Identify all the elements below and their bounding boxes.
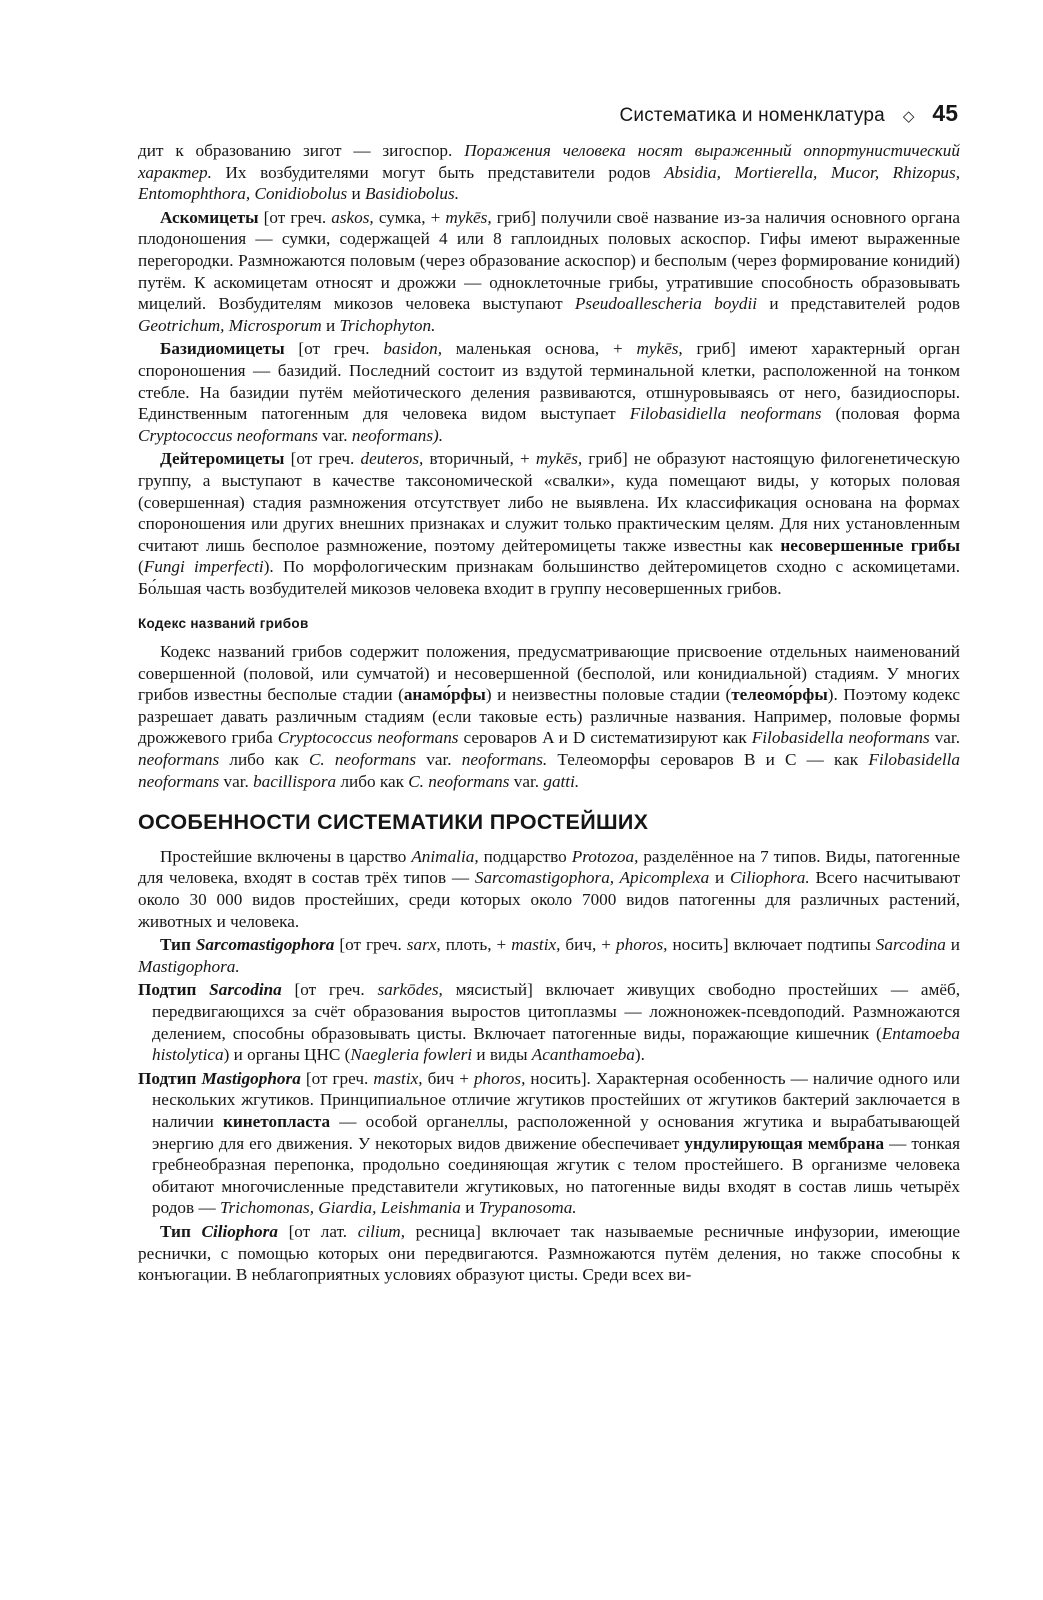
running-head-title: Систематика и номенклатура [619,105,885,126]
page-number: 45 [932,100,958,126]
taxon-sarcodina: Sarcodina [209,980,282,1000]
paragraph-sarcomastigophora: Тип Sarcomastigophora [от греч. sarx, плоть, + mastix, бич, + phoros, носить] включает подтипы Sarcodina и Mastigophora. [138,935,961,976]
subheading-fungal-code: Кодекс названий грибов [138,616,309,632]
paragraph-protozoa-intro: Простейшие включены в царство Animalia, подцарство Protozoa, разделённое на 7 типов. Виды, патогенные для человека, входят в состав трёх типов — Sarcomastigophora, Apicomplexa и Ciliophora. Всего насчитывают около 30 000 видов простейших, среди которых около 7000 видов патогенны для различных растений, животных и человека. [138,846,960,931]
page-body [138,140,960,1286]
paragraph-deuteromycetes: Дейтеромицеты [от греч. deuteros, вторичный, + mykēs, гриб] не образуют настоящую филогенетическую группу, а выступают в качестве таксономической «свалки», куда помещают виды, у которых половая (совершенная) стадия размножения отсутствует либо не выявлена. Их классификация основана на формах спороношения или других внешних признаках и служит только практическим целям. Для них установленным считают лишь бесполое размножение, поэтому дейтеромицеты также известны как несовершенные грибы (Fungi imperfecti). По морфологическим признакам большинство дейтеромицетов сходно с аскомицетами. Бо́льшая часть возбудителей микозов человека входит в группу несовершенных грибов. [138,449,961,598]
paragraph-ascomycetes: Аскомицеты [от греч. askos, сумка, + mykēs, гриб] получили своё название из-за наличия основного органа плодоношения — сумки, содержащей 4 или 8 гаплоидных половых аскоспор. Гифы имеют выраженные перегородки. Размножаются половым (через образование аскоспор) и бесполым (через формирование конидий) путём. К аскомицетам относят и дрожжи — одноклеточные грибы, утратившие способность образовывать мицелий. Возбудителям микозов человека выступают Pseudoallescheria boydii и представителей родов Geotrichum, Microsporum и Trichophyton. [138,207,960,335]
paragraph-sarcodina: Подтип Sarcodina [от греч. sarkōdes, мясистый] включает живущих свободно простейших — амёб, передвигающихся за счёт образования выростов цитоплазмы — ложноножек-псевдоподий. Размножаются делением, способны образовывать цисты. Включает патогенные виды, поражающие кишечник (Entamoeba histolytica) и органы ЦНС (Naegleria fowleri и виды Acanthamoeba). [138,980,960,1065]
paragraph-mastigophora: Подтип Mastigophora [от греч. mastix, бич + phoros, носить]. Характерная особенность — наличие одного или нескольких жгутиков. Принципиальное отличие жгутиков простейших от жгутиков бактерий заключается в наличии кинетопласта — особой органеллы, расположенной у основания жгутика и вырабатывающей энергию для его движения. У некоторых видов движение обеспечивает ундулирующая мембрана — тонкая гребнеобразная перепонка, продольно соединяющая жгутик с телом простейшего. В организме человека обитают многочисленные представители жгутиковых, но патогенные виды входят в состав лишь четырёх родов — Trichomonas, Giardia, Leishmania и Trypanosoma. [138,1068,961,1218]
term-deuteromycetes: Дейтеромицеты [160,449,285,469]
diamond-separator-icon: ◇ [902,108,915,125]
term-fungi-imperfecti: несовершенные грибы [780,535,961,555]
term-ascomycetes: Аскомицеты [160,207,259,227]
section-heading-protozoa: ОСОБЕННОСТИ СИСТЕМАТИКИ ПРОСТЕЙШИХ [138,810,649,835]
taxon-ciliophora: Ciliophora [201,1221,278,1241]
taxon-sarcomastigophora: Sarcomastigophora [195,935,335,955]
running-head [140,100,958,130]
term-basidiomycetes: Базидиомицеты [160,339,285,359]
paragraph-zygomycetes-end: дит к образованию зигот — зигоспор. Поражения человека носят выраженный оппортунистический характер. Их возбудителями могут быть представители родов Absidia, Mortierella, Mucor, Rhizopus, Entomophthora, Conidiobolus и Basidiobolus. [138,141,960,204]
paragraph-fungal-code: Кодекс названий грибов содержит положения, предусматривающие присвоение отдельных наименований совершенной (половой, или сумчатой) и несовершенной (бесполой, или конидиальной) стадиям. У многих грибов известны бесполые стадии (анамо́рфы) и неизвестны половые стадии (телеомо́рфы). Поэтому кодекс разрешает давать различным стадиям (если таковые есть) различные названия. Например, половые формы дрожжевого гриба Cryptococcus neoformans сероваров A и D систематизируют как Filobasidella neoformans var. neoformans либо как C. neoformans var. neoformans. Телеоморфы сероваров B и C — как Filobasidella neoformans var. bacillispora либо как C. neoformans var. gatti. [138,642,960,791]
taxon-mastigophora: Mastigophora [201,1068,301,1088]
paragraph-basidiomycetes: Базидиомицеты [от греч. basidon, маленькая основа, + mykēs, гриб] имеют характерный орган спороношения — базидий. Последний состоит из вздутой терминальной клетки, расположенной на тонком стебле. На базидии путём мейотического деления развиваются, отшнуровываясь от него, базидиоспоры. Единственным патогенным для человека видом выступает Filobasidiella neoformans (половая форма Cryptococcus neoformans var. neoformans). [138,339,960,445]
paragraph-ciliophora: Тип Ciliophora [от лат. cilium, ресница] включает так называемые ресничные инфузории, имеющие реснички, с помощью которых они передвигаются. Размножаются путём деления, но также способны к конъюгации. В неблагоприятных условиях образуют цисты. Среди всех ви- [138,1221,960,1285]
